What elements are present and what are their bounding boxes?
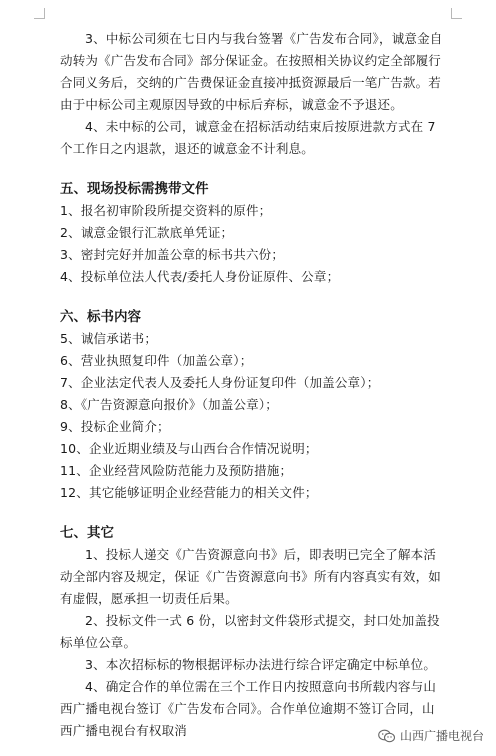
section-6-item: 7、企业法定代表人及委托人身份证复印件（加盖公章）；	[60, 375, 380, 390]
section-7-heading: 七、其它	[60, 525, 114, 541]
section-5-item: 3、密封完好并加盖公章的标书共六份；	[60, 247, 285, 262]
watermark-text: 山西广播电视台	[399, 729, 484, 743]
section-6-item: 5、诚信承诺书；	[60, 331, 158, 346]
section-6-item: 11、企业经营风险防范能力及预防措施；	[60, 463, 293, 478]
document-body	[60, 28, 444, 742]
section-7-paragraph-1: 1、投标人递交《广告资源意向书》后，即表明已完全了解本活动全部内容及规定，保证《广告资源意向书》所有内容真实有效，如有虚假，愿承担一切责任后果。	[60, 547, 442, 606]
section-6-item: 6、营业执照复印件（加盖公章）；	[60, 353, 253, 368]
section-6-item: 8、《广告资源意向报价》（加盖公章）；	[60, 397, 279, 412]
section-7-paragraph-2: 2、投标文件一式 6 份，以密封文件袋形式提交，封口处加盖投标单位公章。	[60, 613, 440, 650]
page-corner-mark-right	[451, 8, 462, 19]
watermark	[374, 725, 488, 746]
rules-paragraph-4: 4、未中标的公司，诚意金在招标活动结束后按原进款方式在 7 个工作日之内退款，退还的诚意金不计利息。	[60, 119, 436, 156]
section-7-paragraph-3: 3、本次招标标的物根据评标办法进行综合评定确定中标单位。	[85, 657, 437, 672]
section-5-item: 2、诚意金银行汇款底单凭证；	[60, 225, 234, 240]
wechat-icon	[378, 729, 396, 743]
section-6-item: 12、其它能够证明企业经营能力的相关文件；	[60, 485, 318, 500]
section-7-paragraph-4: 4、确定合作的单位需在三个工作日内按照意向书所载内容与山西广播电视台签订《广告发布合同》。合作单位逾期不签订合同，山西广播电视台有权取消	[60, 679, 437, 738]
section-6-item: 9、投标企业简介；	[60, 419, 170, 434]
section-6-item: 10、企业近期业绩及与山西台合作情况说明；	[60, 441, 318, 456]
section-5-item: 1、报名初审阶段所提交资料的原件；	[60, 203, 272, 218]
section-5-item: 4、投标单位法人代表/委托人身份证原件、公章；	[60, 269, 340, 284]
section-5-heading: 五、现场投标需携带文件	[60, 181, 209, 197]
rules-paragraph-3: 3、中标公司须在七日内与我台签署《广告发布合同》，诚意金自动转为《广告发布合同》部分保证金。在按照相关协议约定全部履行合同义务后，交纳的广告费保证金直接冲抵资源最后一笔广告款。若由于中标公司主观原因导致的中标后弃标，诚意金不予退还。	[60, 31, 443, 112]
section-6-heading: 六、标书内容	[60, 309, 141, 325]
page-corner-mark-left	[34, 8, 45, 19]
